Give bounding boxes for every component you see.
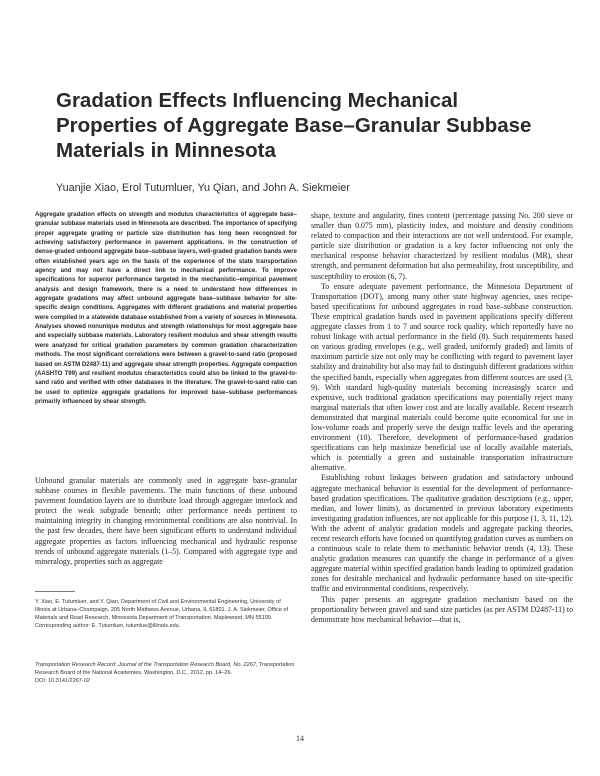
right-column [311,211,573,625]
citation-details: Transportation Research Board of the National Academies, Washington, D.C., 2012, pp. 14–26. [35,662,295,677]
footnote-divider [35,591,75,592]
abstract: Aggregate gradation effects on strength and modulus characteristics of aggregate base–granular subbase materials used in Minnesota are described. The importance of specifying proper aggregate grading or particle size distribution has long been recognized for achieving satisfactory performance in pavement applications. In the construction of dense-graded unbound aggregate base–subbase layers, well-graded gradation bands were often established years ago on the basis of the experience of the state transportation agency and may not have a direct link to mechanical performance. To improve specifications for superior performance targeted in the mechanistic–empirical pavement analysis and design framework, there is a need to understand how differences in aggregate gradations may affect unbound aggregate base–subbase behavior for site-specific design conditions. Aggregates with different gradations and material properties were compiled in a statewide database established from a variety of sources in Minnesota. Analyses showed nonunique modulus and strength relationships for most aggregate base and especially subbase materials. Laboratory resilient modulus and shear strength results were analyzed for critical gradation parameters by common gradation characterization methods. The most significant correlations were between a gravel-to-sand ratio (proposed based on ASTM D2487-11) and aggregate shear strength properties. Aggregate compaction (AASHTO T99) and resilient modulus characteristics could also be linked to the gravel-to-sand ratio and verified with other databases in the literature. The gravel-to-sand ratio can be used to optimize aggregate gradations for improved base–subbase performances primarily influenced by shear strength. [35,212,297,405]
page-number: 14 [296,734,304,743]
citation [35,661,297,685]
body-paragraph: Establishing robust linkages between gradation and satisfactory unbound aggregate mechanical behavior is essential for the development of performance-based gradation specifications. The qualitative gradation descriptions (e.g., upper, median, and lower limits), as documented in previous laboratory experiments investigating gradation influences, are not applicable for this purpose (1, 3, 11, 12). With the advent of analytic gradation models and aggregate packing theories, recent research efforts have focused on quantifying gradation curves as numbers on a continuous scale to relate them to mechanistic behavior trends (4, 13). These analytic gradation measures can quantify the change in performance of a given aggregate material within specified gradation bands leading to optimized gradation zones for desirable mechanical and hydraulic performance based on site-specific traffic and environmental conditions, respectively. [311,473,573,594]
left-column [35,211,297,407]
author-affiliation: Y. Xiao, E. Tutumluer, and Y. Qian, Department of Civil and Environmental Engineering, University of Illinois at Urbana–Champaign, 205 North Mathews Avenue, Urbana, IL 61801. J. A. Siekmeier, Office of Materials and Road Research, Minnesota Department of Transportation, Maplewood, MN 55109. Corresponding author: E. Tutumluer, tutumlue@illinois.edu. [35,599,289,630]
article-title: Gradation Effects Influencing Mechanical Properties of Aggregate Base–Granular Subbase Materials in Minnesota [56,89,532,162]
body-paragraph: shape, texture and angularity, fines content (percentage passing No. 200 sieve or smaller than 0.075 mm), plasticity index, and moisture and density conditions related to compaction and their interactions are not well understood. For example, particle size distribution or gradation is a key factor influencing not only the mechanical response behavior characterized by resilient modulus (MR), shear strength, and permanent deformation but also permeability, frost susceptibility, and susceptibility to erosion (6, 7). [311,211,573,281]
body-paragraph: This paper presents an aggregate gradation mechanism based on the proportionality between gravel and sand size particles (as per ASTM D2487-11) to demonstrate how mechanical behavior—that is, [311,594,573,624]
article-authors: Yuanjie Xiao, Erol Tutumluer, Yu Qian, and John A. Siekmeier [56,182,350,194]
citation-journal: Transportation Research Record: Journal of the Transportation Research Board, No. 2267, [35,662,258,668]
body-paragraph: To ensure adequate pavement performance, the Minnesota Department of Transportation (DOT), among many other state highway agencies, uses recipe-based specifications for unbound aggregates in road base–subbase construction. These empirical gradation bands used in pavement applications specify different aggregate classes from 1 to 7 and source rock quality, which reportedly have no robust linkage with actual performance in the field (8). Such requirements based on various grading envelopes (e.g., well graded, uniformly graded) and limits of maximum particle size not only may be conflicting with regard to pavement layer stability and drainability but also may fail to distinguish different gradations within the specified bands, especially when aggregates from different sources are used (3, 9). With standard high-quality materials becoming increasingly scarce and expensive, such traditional gradation specifications may potentially reject many marginal materials that often lower cost and are locally available. Recent research demonstrated that marginal materials could become quite economical for use in low-volume roads and properly serve the design traffic levels and the operating environment (10). Therefore, development of performance-based gradation specifications can help maximize beneficial use of locally available materials, which is potentially a green and sustainable transportation infrastructure alternative. [311,281,573,473]
citation-doi: DOI: 10.3141/2267-02 [35,678,90,685]
body-text-left: Unbound granular materials are commonly used in aggregate base–granular subbase courses in flexible pavements. The main functions of these unbound pavement foundation layers are to distribute load through aggregate interlock and protect the weak subgrade beneath; other performance needs pertinent to maintaining integrity in changing environmental conditions are also nontrivial. In the past few decades, there have been significant efforts to understand individual aggregate properties as factors influencing mechanical and hydraulic response trends of unbound aggregate materials (1–5). Compared with aggregate type and mineralogy, properties such as aggregate [35,476,297,566]
